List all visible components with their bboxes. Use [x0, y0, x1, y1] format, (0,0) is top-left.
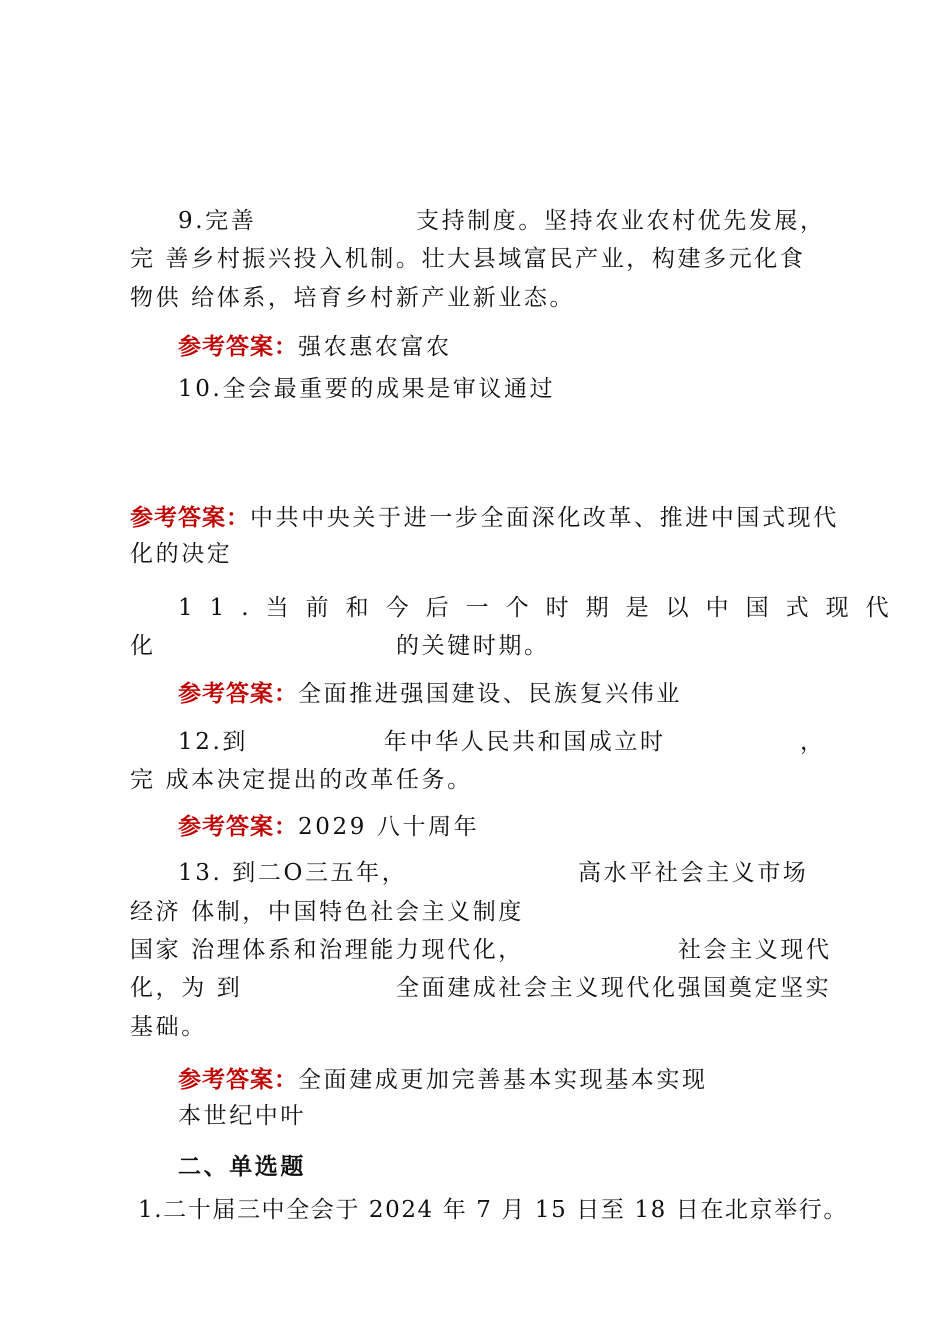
answer-text: 强农惠农富农: [298, 334, 452, 360]
q13-line2: 经济 体制，中国特色社会主义制度: [130, 899, 524, 925]
section-heading: 二、单选题: [178, 1154, 306, 1180]
q10-line1: 10.全会最重要的成果是审议通过: [178, 376, 556, 402]
q13-line3-end: 社会主义现代: [678, 937, 832, 963]
q12-line1-mid: 年中华人民共和国成立时: [384, 729, 666, 755]
answer-text: 全面推进强国建设、民族复兴伟业: [298, 681, 682, 707]
q9-answer: [178, 331, 452, 363]
answer-label: 参考答案：: [130, 505, 250, 531]
q12-line2: 完 成本决定提出的改革任务。: [130, 767, 473, 793]
q13-answer-line2: 本世纪中叶: [178, 1103, 306, 1129]
q11-line2-end: 的关键时期。: [396, 633, 550, 659]
q13-line1-end: 高水平社会主义市场: [578, 860, 809, 886]
q9-line2: 完 善乡村振兴投入机制。壮大县域富民产业，构建多元化食: [130, 246, 806, 272]
q13-line5: 基础。: [130, 1014, 207, 1040]
answer-text: 2029 八十周年: [298, 814, 480, 840]
answer-label: 参考答案：: [178, 814, 298, 840]
q13-line1-start: 13. 到二O三五年，: [178, 860, 408, 886]
q13-line4-start: 化，为 到: [130, 975, 243, 1001]
q10-answer-line2: 化的决定: [130, 541, 233, 567]
answer-label: 参考答案：: [178, 681, 298, 707]
q11-line2-start: 化: [130, 633, 156, 659]
q10-answer: [130, 502, 839, 534]
q9-line3: 物供 给体系，培育乡村新产业新业态。: [130, 285, 576, 311]
q13-answer: [178, 1064, 708, 1096]
answer-text: 全面建成更加完善基本实现基本实现: [298, 1067, 708, 1093]
q11-line1: 11.当前和今后一个时期是以中国式现代: [178, 595, 906, 621]
q9-line1-end: 支持制度。坚持农业农村优先发展，: [416, 208, 826, 234]
q12-line1-start: 12.到: [178, 729, 248, 755]
q11-answer: [178, 678, 682, 710]
q13-line3-start: 国家 治理体系和治理能力现代化，: [130, 937, 524, 963]
q12-line1-end: ，: [800, 729, 826, 755]
q9-line1-start: 9.完善: [178, 208, 257, 234]
single-choice-q1: 1.二十届三中全会于 2024 年 7 月 15 日至 18 日在北京举行。: [138, 1197, 848, 1223]
answer-label: 参考答案：: [178, 334, 298, 360]
answer-text: 中共中央关于进一步全面深化改革、推进中国式现代: [250, 505, 839, 531]
answer-label: 参考答案：: [178, 1067, 298, 1093]
q13-line4-end: 全面建成社会主义现代化强国奠定坚实: [396, 975, 832, 1001]
q12-answer: [178, 811, 479, 843]
